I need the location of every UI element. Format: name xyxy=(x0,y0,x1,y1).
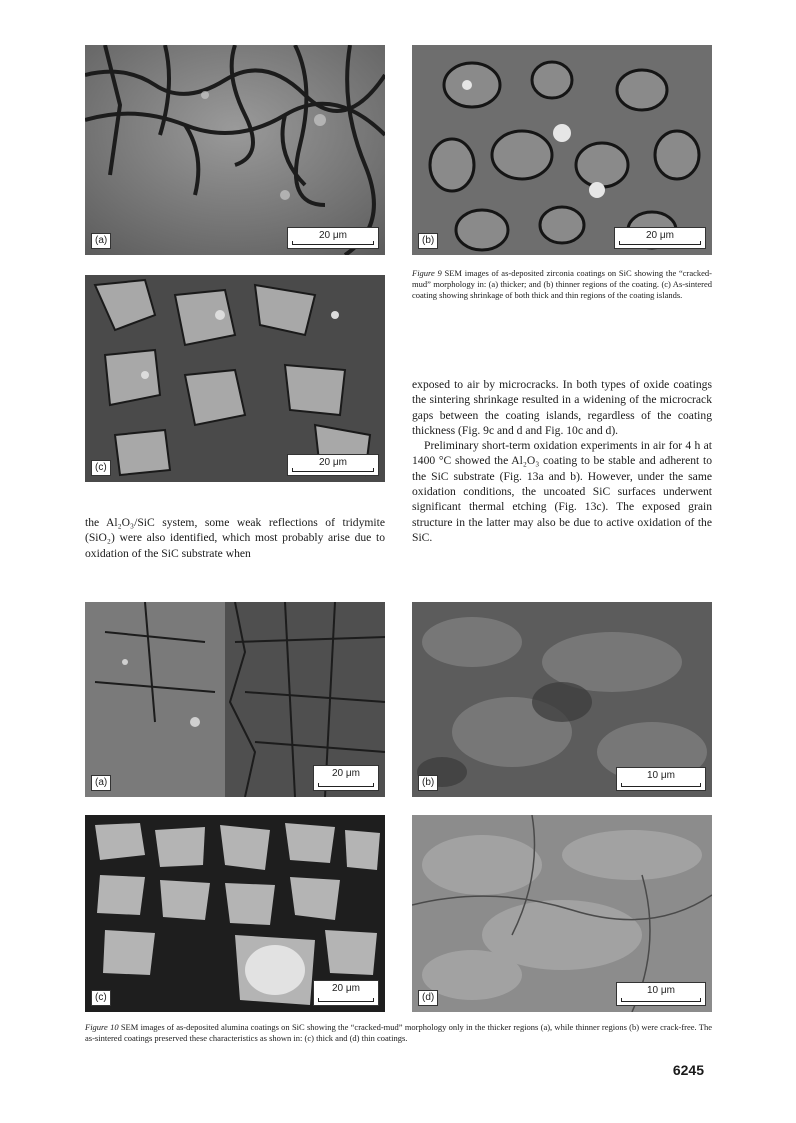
fig9-panel-a xyxy=(85,45,385,255)
page-number: 6245 xyxy=(672,1062,704,1078)
figure9-caption-label: Figure 9 xyxy=(412,268,442,278)
fig9a-sem-image xyxy=(85,45,385,255)
fig10-panel-c xyxy=(85,815,385,1012)
fig10a-scale-bar: 20 μm xyxy=(313,765,379,791)
fig9-panel-b xyxy=(412,45,712,255)
right-paragraph-1: exposed to air by microcracks. In both types of oxide coatings the sintering shrinkage resulted in a widening of the microcrack gaps between the coating islands, regardless of the coating thickness (Fig. 9c and d and Fig. 10c and d). xyxy=(412,378,712,437)
figure9-caption-text: SEM images of as-deposited zirconia coatings on SiC showing the “cracked-mud” morphology in: (a) thicker; and (b) thinner regions of the coating. (c) As-sintered coating showing shrinkage of both thick and thin regions of the coating islands. xyxy=(412,268,712,300)
fig10d-label: (d) xyxy=(418,990,438,1006)
fig10-panel-d xyxy=(412,815,712,1012)
fig9a-label: (a) xyxy=(91,233,111,249)
fig9c-label: (c) xyxy=(91,460,111,476)
fig10c-scale-bar: 20 μm xyxy=(313,980,379,1006)
figure10-caption xyxy=(85,1022,712,1044)
right-paragraph-2: Preliminary short-term oxidation experiments in air for 4 h at 1400 °C showed the Al₂O₃ coating to be stable and adherent to the SiC substrate (Fig. 13a and b). However, under the same oxidation conditions, the uncoated SiC surfaces underwent significant thermal etching (Fig. 13c). The exposed grain structure in the latter may also be due to active oxidation of the SiC. xyxy=(412,439,712,544)
fig9b-scale-bar: 20 μm xyxy=(614,227,706,249)
fig9b-label: (b) xyxy=(418,233,438,249)
fig9c-scale-bar: 20 μm xyxy=(287,454,379,476)
fig9a-scale-bar: 20 μm xyxy=(287,227,379,249)
fig10b-scale-bar: 10 μm xyxy=(616,767,706,791)
fig9b-sem-image xyxy=(412,45,712,255)
fig9c-sem-image xyxy=(85,275,385,482)
left-paragraph: the Al₂O₃/SiC system, some weak reflections of tridymite (SiO₂) were also identified, which most probably arise due to oxidation of the SiC substrate when xyxy=(85,516,385,560)
fig10b-label: (b) xyxy=(418,775,438,791)
fig10c-label: (c) xyxy=(91,990,111,1006)
fig10a-label: (a) xyxy=(91,775,111,791)
figure10-caption-text: SEM images of as-deposited alumina coatings on SiC showing the “cracked-mud” morphology only in the thicker regions (a), while thinner regions (b) were crack-free. The as-sintered coatings preserved these characteristics as shown in: (c) thick and (d) thin coatings. xyxy=(85,1022,712,1043)
fig10-panel-b xyxy=(412,602,712,797)
fig9-panel-c xyxy=(85,275,385,482)
left-column-text xyxy=(85,515,385,561)
fig10-panel-a xyxy=(85,602,385,797)
right-column-text xyxy=(412,377,712,545)
fig10d-scale-bar: 10 μm xyxy=(616,982,706,1006)
figure9-caption xyxy=(412,268,712,301)
figure10-caption-label: Figure 10 xyxy=(85,1022,119,1032)
